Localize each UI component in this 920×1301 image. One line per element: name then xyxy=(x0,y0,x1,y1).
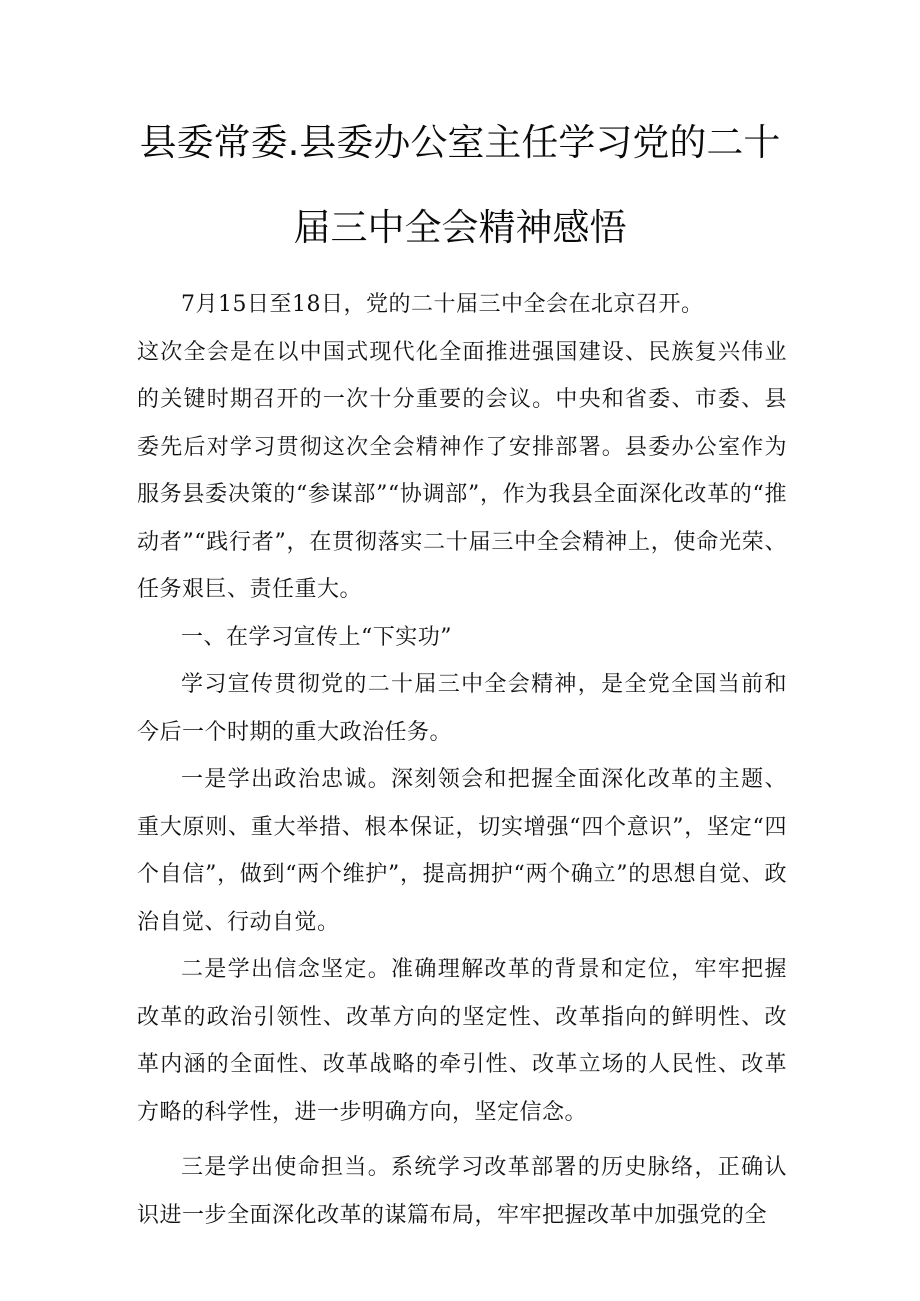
document-title-line-1: 县委常委.县委办公室主任学习党的二十 xyxy=(139,121,781,164)
paragraph-study-task: 学习宣传贯彻党的二十届三中全会精神，是全党全国当前和今后一个时期的重大政治任务。 xyxy=(137,672,787,745)
document-body xyxy=(137,281,787,1239)
section-heading-1: 一、在学习宣传上“下实功” xyxy=(181,624,452,650)
paragraph-political-loyalty: 一是学出政治忠诚。深刻领会和把握全面深化改革的主题、重大原则、重大举措、根本保证，切实增强“四个意识”，坚定“四个自信”，做到“两个维护”，提高拥护“两个确立”的思想自觉、政治自觉、行动自觉。 xyxy=(137,767,787,935)
paragraph-meeting-date: 7月15日至18日，党的二十届三中全会在北京召开。 xyxy=(181,292,704,317)
document-title-line-2: 届三中全会精神感悟 xyxy=(293,206,627,249)
paragraph-firm-belief: 二是学出信念坚定。准确理解改革的背景和定位，牢牢把握改革的政治引领性、改革方向的坚定性、改革指向的鲜明性、改革内涵的全面性、改革战略的牵引性、改革立场的人民性、改革方略的科学性，进一步明确方向，坚定信念。 xyxy=(137,957,787,1125)
paragraph-meeting-significance: 这次全会是在以中国式现代化全面推进强国建设、民族复兴伟业的关键时期召开的一次十分重要的会议。中央和省委、市委、县委先后对学习贯彻这次全会精神作了安排部署。县委办公室作为服务县委决策的“参谋部”“协调部”，作为我县全面深化改革的“推动者”“践行者”，在贯彻落实二十届三中全会精神上，使命光荣、任务艰巨、责任重大。 xyxy=(137,339,787,602)
paragraph-mission-responsibility: 三是学出使命担当。系统学习改革部署的历史脉络，正确认识进一步全面深化改革的谋篇布局，牢牢把握改革中加强党的全 xyxy=(137,1155,787,1228)
